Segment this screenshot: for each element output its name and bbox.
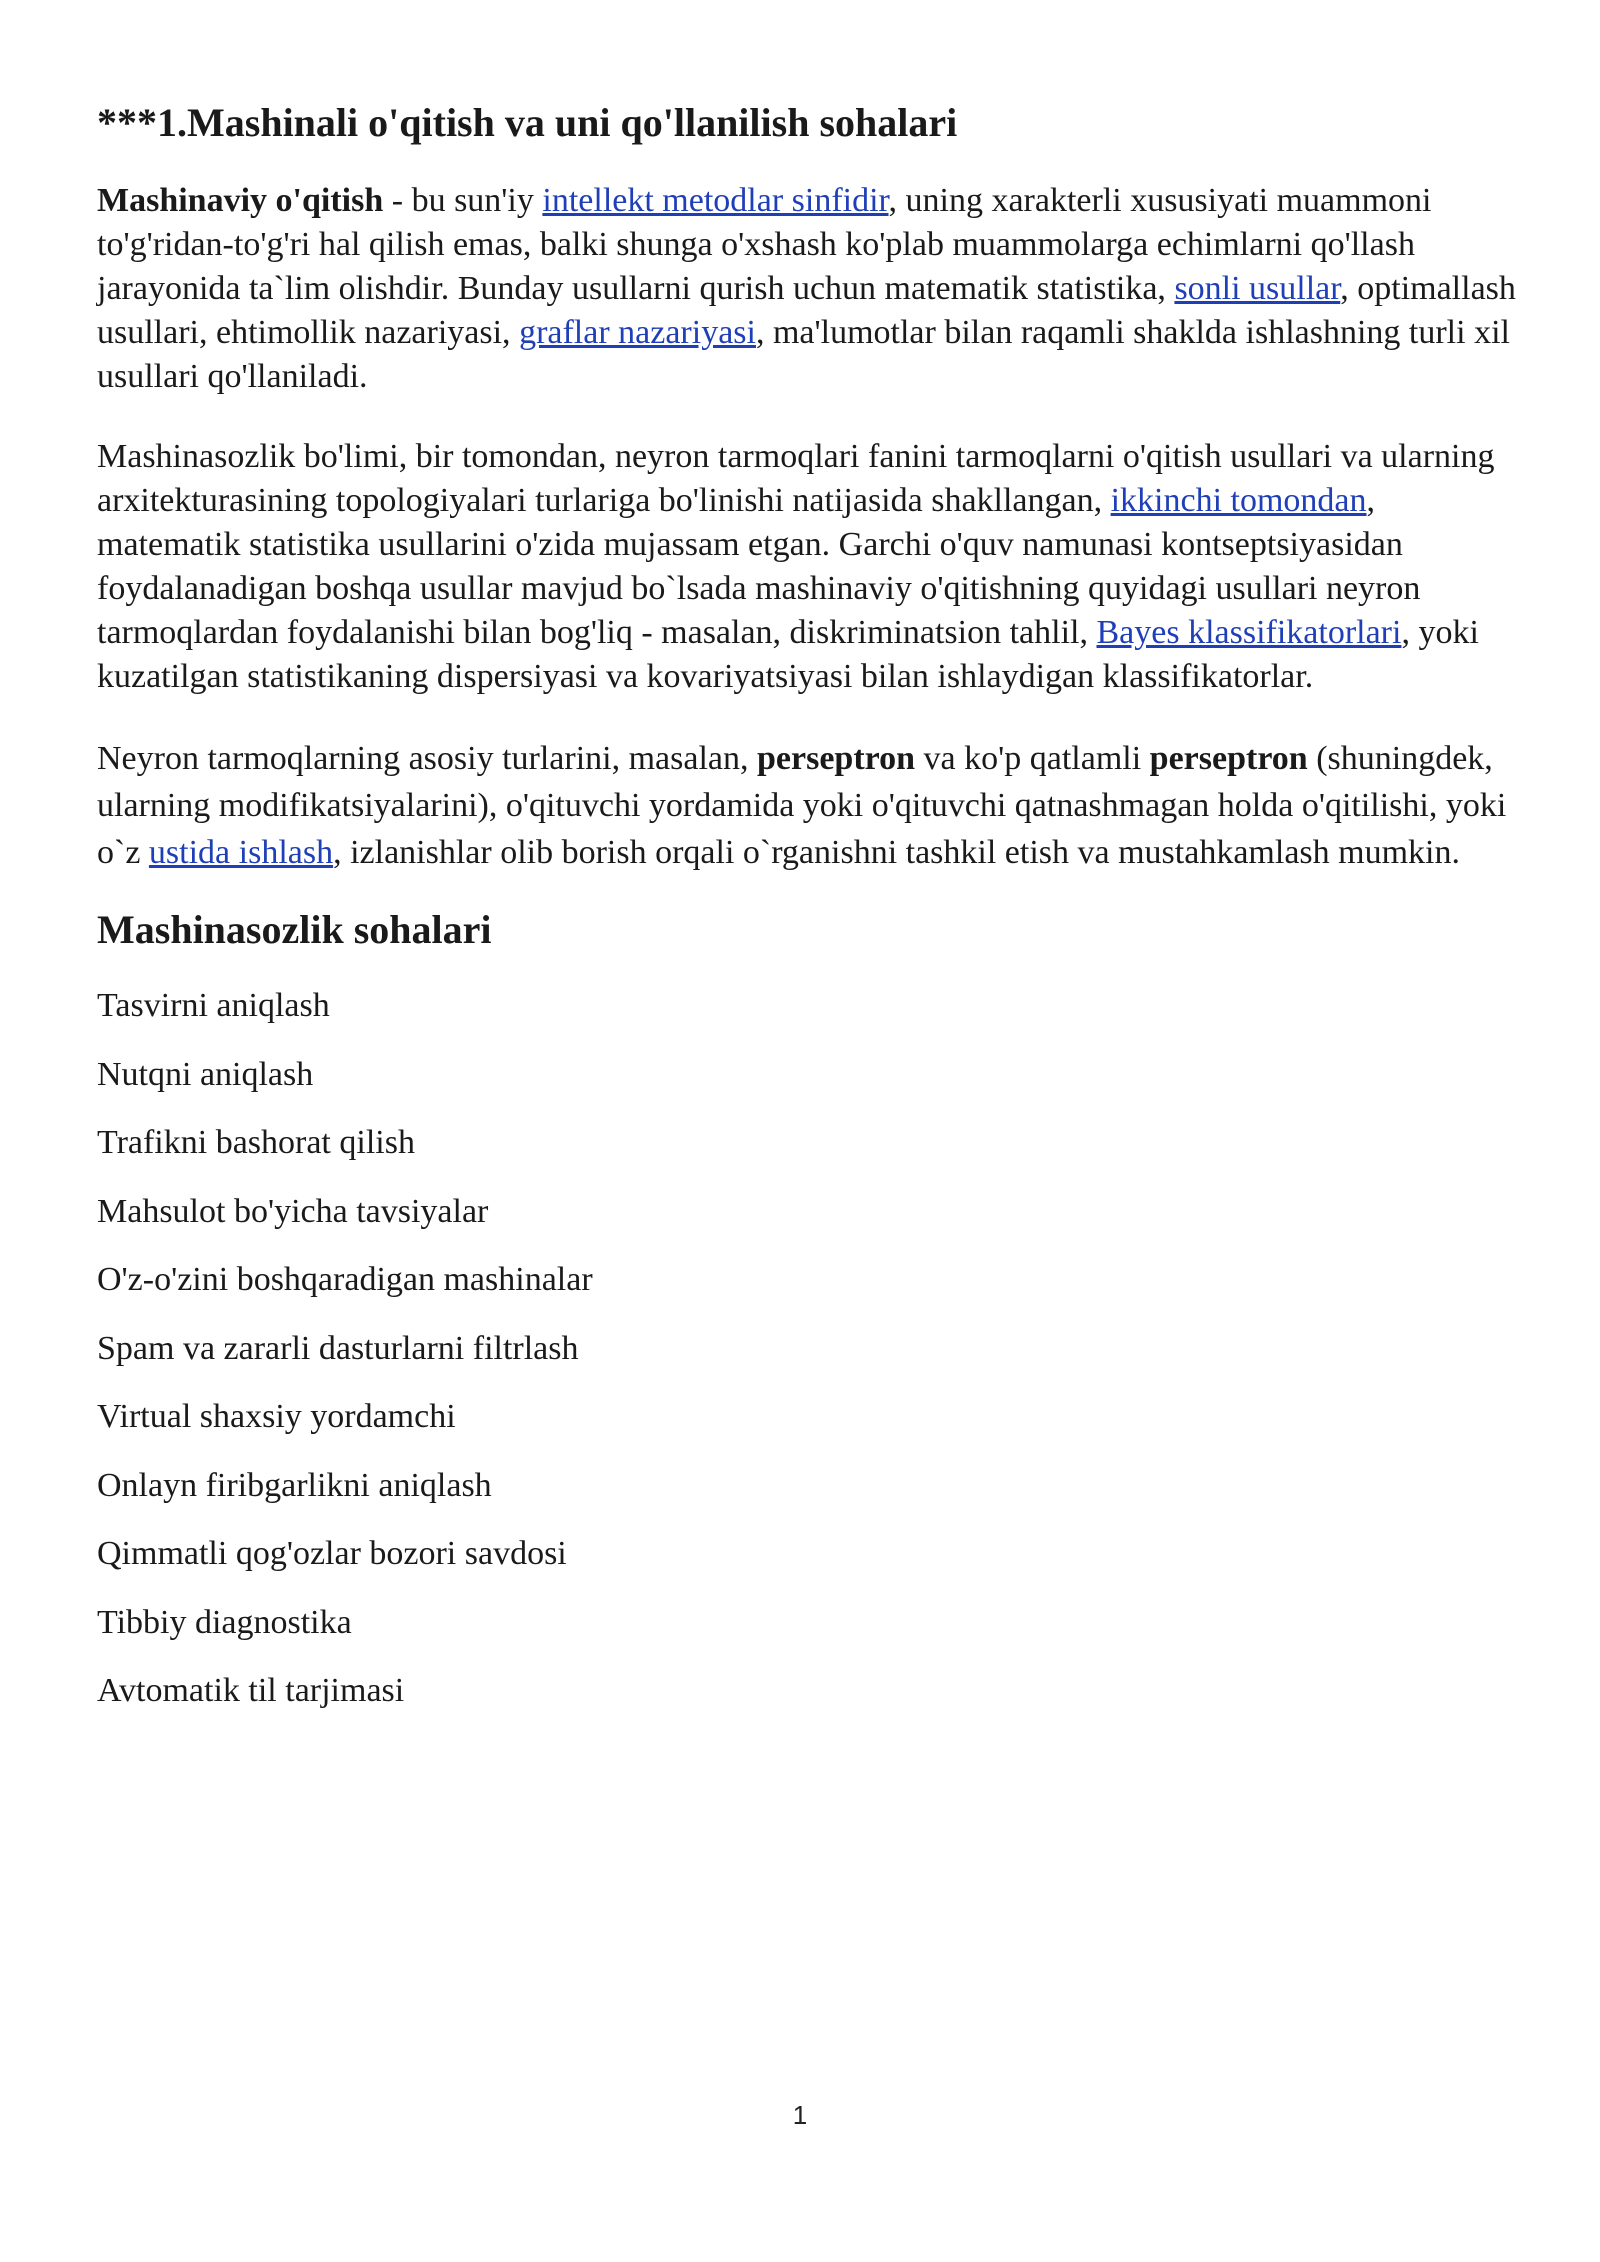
page-number: 1 xyxy=(792,2100,808,2130)
areas-list xyxy=(97,972,1517,1726)
page-title: ***1.Mashinali o'qitish va uni qo'llanilish sohalari xyxy=(97,100,958,145)
text-span: , uning xarakterli xususiyati muammoni to'g'ridan-to'g'ri hal qilish emas, balki shunga o'xshash ko'plab muammolarga echimlarni qo'llash jarayonida ta`lim olishdir. Bunday usullarni qurish uchun matematik statistika, xyxy=(97,182,1432,307)
paragraph-branch xyxy=(97,435,1517,699)
list-item: Tibbiy diagnostika xyxy=(97,1603,352,1641)
link-sonli-usullar[interactable]: sonli usullar xyxy=(1174,270,1341,307)
link-ustida-ishlash[interactable]: ustida ishlash xyxy=(148,834,334,871)
paragraph-neural-networks xyxy=(97,735,1517,876)
list-item: Avtomatik til tarjimasi xyxy=(97,1672,405,1709)
page-content xyxy=(97,95,1517,1726)
text-span: , yoki kuzatilgan statistikaning dispersiyasi va kovariyatsiyasi bilan ishlaydigan klassifikatorlar. xyxy=(97,614,1479,695)
text-span: , izlanishlar olib borish orqali o`rganishni tashkil etish va mustahkamlash mumkin. xyxy=(333,834,1460,871)
paragraph-definition xyxy=(97,179,1517,399)
list-item: Onlayn firibgarlikni aniqlash xyxy=(97,1466,492,1504)
link-bayes-klassifikatorlari[interactable]: Bayes klassifikatorlari xyxy=(1096,614,1402,651)
list-item: Trafikni bashorat qilish xyxy=(97,1124,415,1161)
text-span: Neyron tarmoqlarning asosiy turlarini, masalan, xyxy=(97,740,757,777)
text-span: , matematik statistika usullarini o'zida mujassam etgan. Garchi o'quv namunasi kontseptsiyasidan foydalanadigan boshqa usullar mavjud bo`lsada mashinaviy o'qitishning quyidagi usullari neyron tarmoqlardan foydalanishi bilan bog'liq - masalan, diskriminatsion tahlil, xyxy=(97,482,1421,651)
list-item: Mahsulot bo'yicha tavsiyalar xyxy=(97,1192,489,1230)
link-intellekt-metodlar[interactable]: intellekt metodlar sinfidir xyxy=(542,182,889,219)
bold-term: Mashinaviy o'qitish xyxy=(97,182,384,219)
list-item: Spam va zararli dasturlarni filtrlash xyxy=(97,1329,579,1367)
text-span: va ko'p qatlamli xyxy=(915,740,1150,777)
list-item: Qimmatli qog'ozlar bozori savdosi xyxy=(97,1535,567,1572)
text-span: (shuningdek, ularning modifikatsiyalarini), o'qituvchi yordamida yoki o'qituvchi qatnashmagan holda o'qitilishi, yoki o`z xyxy=(97,740,1507,871)
list-item: Nutqni aniqlash xyxy=(97,1055,314,1093)
list-item: Tasvirni aniqlash xyxy=(97,987,330,1024)
list-item: O'z-o'zini boshqaradigan mashinalar xyxy=(97,1261,593,1298)
text-span: , ma'lumotlar bilan raqamli shaklda ishlashning turli xil usullari qo'llaniladi. xyxy=(97,314,1510,395)
text-span: , optimallash usullari, ehtimollik nazariyasi, xyxy=(97,270,1516,351)
link-ikkinchi-tomondan[interactable]: ikkinchi tomondan xyxy=(1110,482,1367,519)
bold-term: perseptron xyxy=(757,740,916,777)
link-graflar-nazariyasi[interactable]: graflar nazariyasi xyxy=(519,314,756,351)
bold-term: perseptron xyxy=(1149,740,1308,777)
section-title: Mashinasozlik sohalari xyxy=(97,907,492,952)
list-item: Virtual shaxsiy yordamchi xyxy=(97,1398,456,1435)
text-span: - bu sun'iy xyxy=(383,182,543,219)
text-span: Mashinasozlik bo'limi, bir tomondan, neyron tarmoqlari fanini tarmoqlarni o'qitish usullari va ularning arxitekturasining topologiyalari turlariga bo'linishi natijasida shakllangan, xyxy=(97,438,1495,519)
